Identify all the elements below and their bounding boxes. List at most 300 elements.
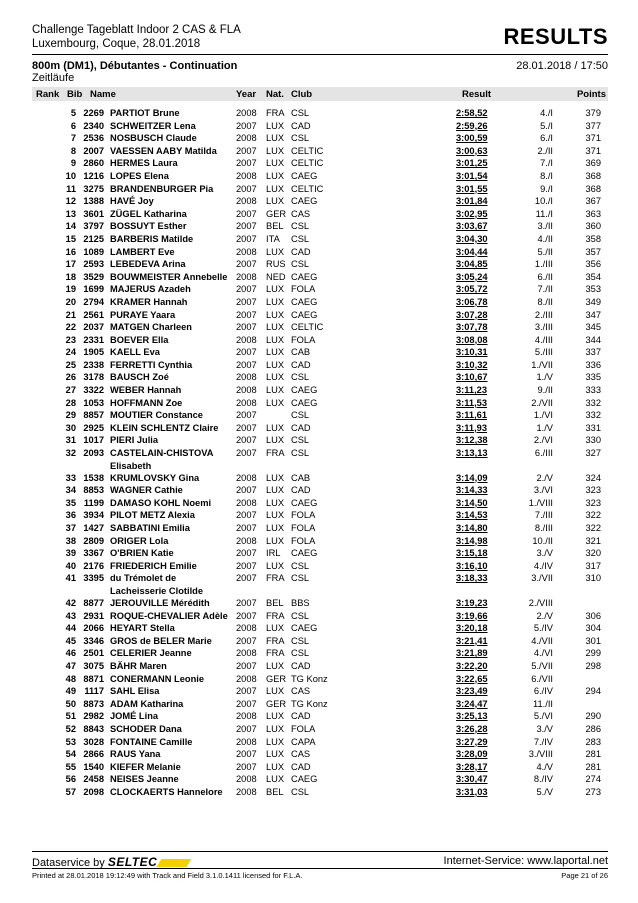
cell-bib: 2125 [83,233,104,244]
cell-nat: LUX [266,158,285,169]
cell-club: CAEG [291,271,318,282]
cell-rank: 52 [65,723,76,734]
cell-rank: 8 [70,145,76,156]
cell-nat: LUX [266,560,285,571]
cell-year: 2007 [236,284,257,295]
cell-club: CAEG [291,296,318,307]
cell-nat: LUX [266,183,285,194]
cell-result: 3:23,49 [456,686,488,697]
cell-rank: 54 [65,749,76,760]
cell-bib: 8843 [83,723,104,734]
cell-pts: 379 [585,108,601,118]
col-name: Name [90,89,116,100]
cell-bib: 2501 [83,648,104,659]
cell-bib: 2561 [83,309,104,320]
cell-result: 3:01,54 [456,170,488,181]
cell-rank: 25 [65,359,76,370]
cell-year: 2007 [236,359,257,370]
cell-bib: 1905 [83,347,104,358]
cell-nat: LUX [266,761,285,772]
cell-club: FOLA [291,284,316,295]
cell-result: 3:28,17 [456,761,488,772]
cell-pos: 3./III [534,322,553,333]
cell-name: LOPES Elena [110,170,169,181]
cell-name: PARTIOT Brune [110,108,180,118]
cell-pts: 294 [585,686,601,697]
dataservice-label: Dataservice by [32,857,105,869]
cell-name: CLOCKAERTS Hannelore [110,786,223,797]
cell-pts: 332 [585,397,601,408]
cell-result: 3:10,31 [456,347,488,358]
table-row [0,698,638,711]
cell-result: 3:14,80 [456,523,488,533]
cell-club: CAD [291,359,311,370]
table-row [0,183,638,196]
cell-result: 3:03,67 [456,221,488,232]
cell-pos: 2./VIII [528,597,553,608]
cell-pos: 8./III [534,523,553,533]
cell-year: 2008 [236,133,257,144]
cell-result: 3:14,50 [456,497,488,508]
cell-year: 2008 [236,334,257,345]
cell-year: 2007 [236,435,257,446]
event-round: Zeitläufe [32,72,75,84]
cell-bib: 2340 [83,120,104,131]
cell-name: LEBEDEVA Arina [110,259,186,270]
cell-nat: FRA [266,648,285,659]
cell-year: 2007 [236,347,257,358]
cell-rank: 19 [65,284,76,295]
table-row [0,434,638,447]
cell-bib: 2982 [83,711,104,722]
cell-rank: 23 [65,334,76,345]
cell-year: 2008 [236,397,257,408]
cell-pts: 336 [585,359,601,370]
cell-result: 3:04,44 [456,246,488,257]
cell-year: 2008 [236,774,257,785]
cell-rank: 28 [65,397,76,408]
cell-pos: 4./I [540,108,553,118]
cell-nat: LUX [266,422,285,433]
cell-rank: 18 [65,271,76,282]
cell-bib: 2931 [83,610,104,621]
cell-bib: 8877 [83,597,104,608]
cell-nat: LUX [266,120,285,131]
cell-result: 3:06,78 [456,296,488,307]
cell-name: HOFFMANN Zoe [110,397,183,408]
table-row [0,660,638,673]
cell-nat: LUX [266,246,285,257]
cell-bib: 8873 [83,698,104,709]
cell-pts: 298 [585,660,601,671]
cell-name: KRAMER Hannah [110,296,188,307]
cell-bib: 3346 [83,635,104,646]
table-row [0,170,638,183]
cell-year: 2007 [236,448,257,459]
cell-bib: 2925 [83,422,104,433]
table-row [0,547,638,560]
cell-bib: 3601 [83,208,104,219]
cell-name: BRANDENBURGER Pia [110,183,214,194]
cell-pts: 283 [585,736,601,747]
cell-rank: 43 [65,610,76,621]
cell-club: CAEG [291,309,318,320]
footer-divider [32,851,608,852]
cell-pos: 1./V [536,372,553,383]
cell-nat: LUX [266,385,285,396]
cell-rank: 47 [65,660,76,671]
cell-club: CAD [291,711,311,722]
cell-pts: 332 [585,410,601,421]
cell-bib: 2458 [83,774,104,785]
cell-rank: 16 [65,246,76,257]
cell-bib: 2007 [83,145,104,156]
table-row [0,761,638,774]
cell-year: 2007 [236,221,257,232]
cell-pts: 310 [585,573,601,584]
cell-result: 3:19,66 [456,610,488,621]
cell-year: 2007 [236,723,257,734]
cell-pts: 371 [585,133,601,144]
competition-location: Luxembourg, Coque, 28.01.2018 [32,38,201,50]
cell-name: BAUSCH Zoé [110,372,169,383]
cell-name: KRUMLOVSKY Gina [110,472,200,483]
cell-bib: 2093 [83,448,104,459]
cell-result: 3:21,89 [456,648,488,659]
cell-pts: 335 [585,372,601,383]
cell-club: CELTIC [291,183,324,194]
table-row [0,597,638,610]
cell-club: CAEG [291,548,318,559]
table-row [0,723,638,736]
table-row [0,371,638,384]
cell-year: 2007 [236,749,257,760]
cell-club: CSL [291,221,310,232]
cell-year: 2008 [236,385,257,396]
cell-nat: LUX [266,686,285,697]
cell-club: CAEG [291,774,318,785]
cell-bib: 3934 [83,510,104,521]
table-row [0,710,638,723]
cell-rank: 14 [65,221,76,232]
table-row [0,246,638,259]
cell-club: CSL [291,448,310,459]
cell-result: 3:11,23 [456,385,488,396]
cell-result: 3:14,33 [456,485,488,496]
cell-year: 2007 [236,410,257,421]
cell-bib: 1089 [83,246,104,257]
cell-nat: LUX [266,472,285,483]
cell-rank: 29 [65,410,76,421]
cell-club: CSL [291,635,310,646]
cell-name: GROS de BELER Marie [110,635,212,646]
cell-nat: LUX [266,322,285,333]
cell-bib: 2331 [83,334,104,345]
table-row [0,107,638,120]
cell-pos: 3./VIII [528,749,553,760]
table-row [0,635,638,648]
table-row [0,497,638,510]
results-table [0,107,638,798]
cell-year: 2007 [236,573,257,584]
cell-pts: 321 [585,535,601,546]
cell-result: 2:59,26 [456,120,488,131]
cell-name: MAJERUS Azadeh [110,284,191,295]
cell-name: SCHWEITZER Lena [110,120,196,131]
cell-name: HERMES Laura [110,158,178,169]
cell-nat: FRA [266,635,285,646]
cell-rank: 38 [65,535,76,546]
table-row [0,271,638,284]
cell-year: 2008 [236,372,257,383]
cell-club: FOLA [291,334,316,345]
cell-nat: FRA [266,448,285,459]
cell-rank: 13 [65,208,76,219]
cell-result: 3:15,18 [456,548,488,559]
cell-name: PILOT METZ Alexia [110,510,195,521]
cell-pos: 5./IV [533,623,553,634]
cell-nat: BEL [266,221,284,232]
cell-pts: 286 [585,723,601,734]
cell-pts: 301 [585,635,601,646]
footer-divider-2 [32,868,608,869]
table-row [0,673,638,686]
cell-year: 2007 [236,183,257,194]
cell-pts: 306 [585,610,601,621]
cell-pos: 11./II [533,698,553,709]
cell-name: LAMBERT Eve [110,246,175,257]
header-divider [32,54,608,55]
cell-pos: 10./II [532,535,553,546]
competition-header [32,23,241,51]
cell-name: CASTELAIN-CHISTOVA Elisabeth [110,448,214,471]
cell-nat: LUX [266,535,285,546]
cell-nat: BEL [266,597,284,608]
cell-pos: 4./VI [533,648,553,659]
cell-result: 3:10,32 [456,359,488,370]
table-row [0,296,638,309]
cell-result: 3:14,98 [456,535,488,546]
cell-club: CSL [291,786,310,797]
cell-pts: 337 [585,347,601,358]
col-points: Points [576,89,606,100]
cell-bib: 3178 [83,372,104,383]
cell-pos: 6./III [534,448,553,459]
cell-pts: 371 [585,145,601,156]
cell-pts: 345 [585,322,601,333]
cell-pts: 333 [585,385,601,396]
cell-year: 2007 [236,233,257,244]
cell-nat: LUX [266,372,285,383]
cell-nat: GER [266,698,287,709]
cell-rank: 12 [65,196,76,207]
cell-result: 3:01,84 [456,196,488,207]
cell-nat: LUX [266,133,285,144]
cell-pts: 367 [585,196,601,207]
cell-bib: 2338 [83,359,104,370]
cell-pts: 299 [585,648,601,659]
cell-bib: 1538 [83,472,104,483]
cell-year: 2007 [236,158,257,169]
cell-year: 2007 [236,145,257,156]
cell-nat: LUX [266,723,285,734]
cell-nat: LUX [266,397,285,408]
cell-club: CSL [291,435,310,446]
cell-pos: 1./VI [533,410,553,421]
cell-pts: 322 [585,510,601,521]
cell-club: CELTIC [291,145,324,156]
cell-result: 3:22,20 [456,660,488,671]
cell-nat: LUX [266,284,285,295]
cell-name: WAGNER Cathie [110,485,183,496]
cell-club: CSL [291,372,310,383]
cell-result: 3:11,93 [456,422,488,433]
seltec-flag-icon [157,859,192,867]
cell-club: CAEG [291,170,318,181]
cell-name: SABBATINI Emilia [110,523,190,533]
table-row [0,195,638,208]
cell-bib: 3367 [83,548,104,559]
cell-nat: LUX [266,485,285,496]
results-heading: RESULTS [503,24,608,49]
cell-name: VAESSEN AABY Matilda [110,145,217,156]
cell-club: CSL [291,573,310,584]
cell-pos: 2./V [536,610,553,621]
cell-club: CELTIC [291,322,324,333]
cell-pts: 323 [585,485,601,496]
cell-pos: 7./II [537,284,553,295]
cell-year: 2007 [236,510,257,521]
table-row [0,157,638,170]
cell-year: 2008 [236,673,257,684]
cell-club: CSL [291,648,310,659]
cell-rank: 33 [65,472,76,483]
table-row [0,397,638,410]
cell-name: KAELL Eva [110,347,160,358]
cell-pos: 9./II [537,385,553,396]
cell-bib: 1216 [83,170,104,181]
cell-year: 2007 [236,523,257,533]
cell-bib: 2536 [83,133,104,144]
cell-bib: 3395 [83,573,104,584]
cell-result: 3:14,53 [456,510,488,521]
cell-pos: 1./VII [531,359,553,370]
cell-club: CAEG [291,397,318,408]
cell-nat: BEL [266,786,284,797]
cell-nat: LUX [266,347,285,358]
cell-club: CELTIC [291,158,324,169]
cell-name: MATGEN Charleen [110,322,192,333]
cell-pos: 8./I [540,170,553,181]
cell-result: 3:12,38 [456,435,488,446]
cell-club: FOLA [291,723,316,734]
cell-year: 2008 [236,271,257,282]
cell-nat: FRA [266,108,285,118]
cell-pts: 360 [585,221,601,232]
cell-result: 3:00,63 [456,145,488,156]
cell-pts: 353 [585,284,601,295]
table-row [0,132,638,145]
cell-name: PURAYE Yaara [110,309,176,320]
cell-name: NEISES Jeanne [110,774,179,785]
cell-rank: 49 [65,686,76,697]
cell-name: FRIEDERICH Emilie [110,560,197,571]
cell-pts: 349 [585,296,601,307]
cell-nat: LUX [266,145,285,156]
cell-rank: 9 [70,158,76,169]
cell-pos: 3./VI [533,485,553,496]
cell-pts: 331 [585,422,601,433]
cell-bib: 3322 [83,385,104,396]
cell-club: CAEG [291,623,318,634]
cell-year: 2007 [236,422,257,433]
cell-name: DAMASO KOHL Noemi [110,497,212,508]
cell-nat: LUX [266,774,285,785]
cell-year: 2007 [236,660,257,671]
cell-rank: 11 [66,183,76,194]
table-row [0,736,638,749]
cell-name: FERRETTI Cynthia [110,359,193,370]
cell-rank: 39 [65,548,76,559]
cell-pts: 358 [585,233,601,244]
table-row [0,509,638,522]
cell-pos: 6./II [537,271,553,282]
cell-rank: 30 [65,422,76,433]
cell-pos: 4./III [534,334,553,345]
cell-club: CAD [291,422,311,433]
cell-year: 2007 [236,259,257,270]
cell-nat: LUX [266,334,285,345]
cell-pos: 9./I [540,183,553,194]
table-row [0,535,638,548]
cell-year: 2008 [236,786,257,797]
table-row [0,622,638,635]
cell-result: 3:00,59 [456,133,488,144]
cell-pts: 356 [585,259,601,270]
cell-year: 2008 [236,246,257,257]
cell-club: CAD [291,485,311,496]
cell-year: 2007 [236,560,257,571]
cell-nat: FRA [266,573,285,584]
cell-result: 3:01,55 [456,183,488,194]
table-row [0,258,638,271]
cell-name: ADAM Katharina [110,698,184,709]
cell-bib: 8871 [83,673,104,684]
cell-year: 2007 [236,322,257,333]
cell-name: ROQUE-CHEVALIER Adèle [110,610,228,621]
cell-pos: 3./II [537,221,553,232]
footer-dataservice [32,855,189,869]
cell-year: 2008 [236,535,257,546]
cell-pos: 8./II [537,296,553,307]
cell-rank: 7 [70,133,76,144]
cell-nat: LUX [266,749,285,760]
table-row [0,447,638,472]
cell-pts: 368 [585,183,601,194]
cell-name: RAUS Yana [110,749,161,760]
cell-year: 2007 [236,485,257,496]
cell-club: CSL [291,259,310,270]
cell-pos: 3./V [536,548,553,559]
cell-nat: LUX [266,359,285,370]
cell-rank: 44 [65,623,76,634]
col-club: Club [291,89,313,100]
cell-name: FONTAINE Camille [110,736,193,747]
cell-result: 3:19,23 [456,597,488,608]
cell-nat: LUX [266,660,285,671]
cell-pts: 354 [585,271,601,282]
cell-name: NOSBUSCH Claude [110,133,197,144]
